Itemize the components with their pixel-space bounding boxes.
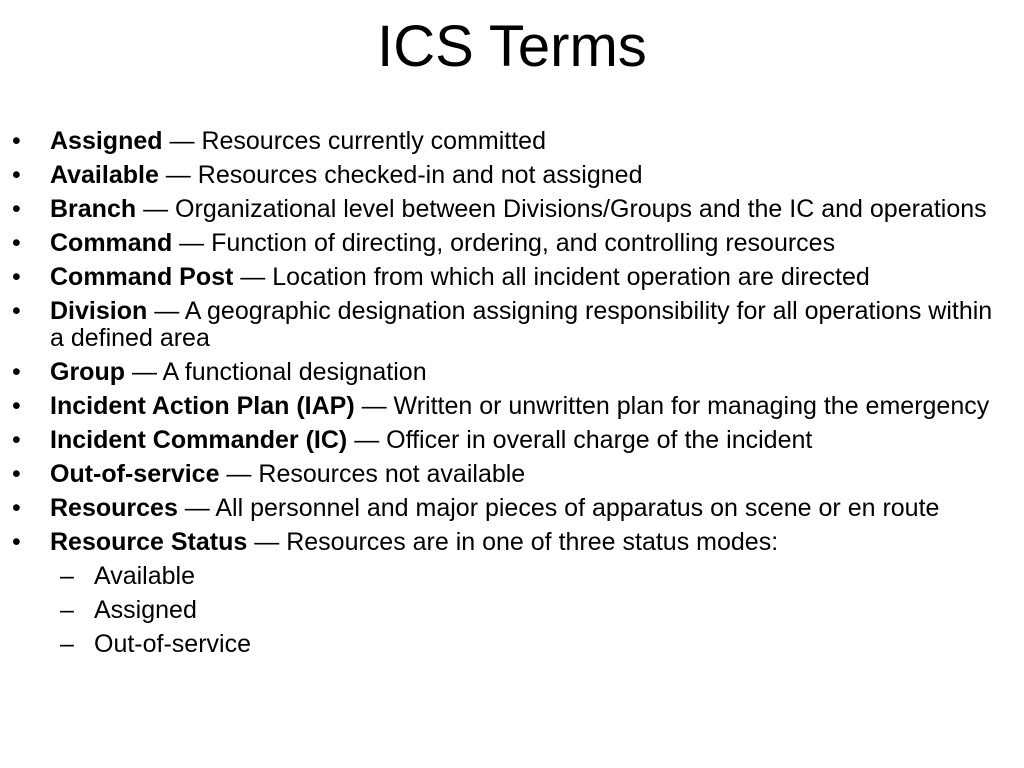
term-item-incident-commander: [0, 427, 1024, 454]
term-name: Command: [50, 229, 173, 257]
bullet-icon: •: [12, 127, 21, 155]
term-item-command-post: [0, 264, 1024, 291]
term-definition: Location from which all incident operation are directed: [272, 263, 870, 291]
term-separator: —: [233, 263, 273, 291]
term-separator: —: [125, 358, 163, 386]
term-separator: —: [219, 460, 259, 488]
term-name: Assigned: [50, 127, 163, 155]
status-mode-item: [50, 631, 994, 658]
term-name: Branch: [50, 195, 137, 223]
bullet-icon: •: [12, 494, 21, 522]
term-definition: Organizational level between Divisions/Groups and the IC and operations: [175, 195, 987, 223]
status-mode-item: [50, 597, 994, 624]
term-definition: A geographic designation assigning responsibility for all operations within a defined area: [50, 297, 993, 352]
term-separator: —: [347, 426, 387, 454]
term-item-resources: [0, 495, 1024, 522]
term-separator: —: [172, 229, 212, 257]
term-definition: All personnel and major pieces of apparatus on scene or en route: [215, 494, 940, 522]
term-separator: —: [247, 528, 287, 556]
term-definition: Officer in overall charge of the incident: [386, 426, 813, 454]
bullet-icon: •: [12, 528, 21, 556]
term-name: Resource Status: [50, 528, 248, 556]
term-name: Incident Commander (IC): [50, 426, 348, 454]
term-definition: Function of directing, ordering, and controlling resources: [211, 229, 836, 257]
term-separator: —: [162, 127, 202, 155]
term-item-command: [0, 230, 1024, 257]
term-name: Resources: [50, 494, 178, 522]
bullet-icon: •: [12, 392, 21, 420]
term-separator: —: [147, 297, 185, 325]
dash-icon: –: [60, 630, 74, 658]
term-definition: Resources checked-in and not assigned: [197, 161, 643, 189]
status-mode-label: Assigned: [94, 596, 197, 624]
bullet-icon: •: [12, 297, 21, 325]
dash-icon: –: [60, 562, 74, 590]
term-definition: Resources currently committed: [201, 127, 546, 155]
term-item-out-of-service: [0, 461, 1024, 488]
bullet-icon: •: [12, 229, 21, 257]
term-definition: Resources are in one of three status modes:: [286, 528, 779, 556]
term-definition: Resources not available: [258, 460, 526, 488]
term-definition: A functional designation: [162, 358, 427, 386]
term-item-group: [0, 359, 1024, 386]
bullet-icon: •: [12, 460, 21, 488]
term-name: Available: [50, 161, 159, 189]
term-separator: —: [158, 161, 198, 189]
term-name: Command Post: [50, 263, 234, 291]
bullet-icon: •: [12, 263, 21, 291]
term-name: Group: [50, 358, 125, 386]
dash-icon: –: [60, 596, 74, 624]
term-separator: —: [177, 494, 216, 522]
status-mode-list: [50, 563, 994, 658]
bullet-icon: •: [12, 358, 21, 386]
status-mode-label: Out-of-service: [94, 630, 251, 658]
term-separator: —: [136, 195, 176, 223]
term-item-division: [0, 298, 1024, 352]
bullet-icon: •: [12, 161, 21, 189]
status-mode-label: Available: [94, 562, 196, 590]
term-item-resource-status: [0, 529, 1024, 658]
term-item-available: [0, 162, 1024, 189]
term-separator: —: [354, 392, 394, 420]
term-list: [0, 128, 1024, 665]
term-name: Out-of-service: [50, 460, 220, 488]
term-definition: Written or unwritten plan for managing the emergency: [393, 392, 990, 420]
bullet-icon: •: [12, 426, 21, 454]
slide-title: ICS Terms: [377, 14, 647, 79]
term-name: Incident Action Plan (IAP): [50, 392, 355, 420]
term-name: Division: [50, 297, 148, 325]
term-item-branch: [0, 196, 1024, 223]
term-item-assigned: [0, 128, 1024, 155]
status-mode-item: [50, 563, 994, 590]
term-item-incident-action-plan: [0, 393, 1024, 420]
bullet-icon: •: [12, 195, 21, 223]
